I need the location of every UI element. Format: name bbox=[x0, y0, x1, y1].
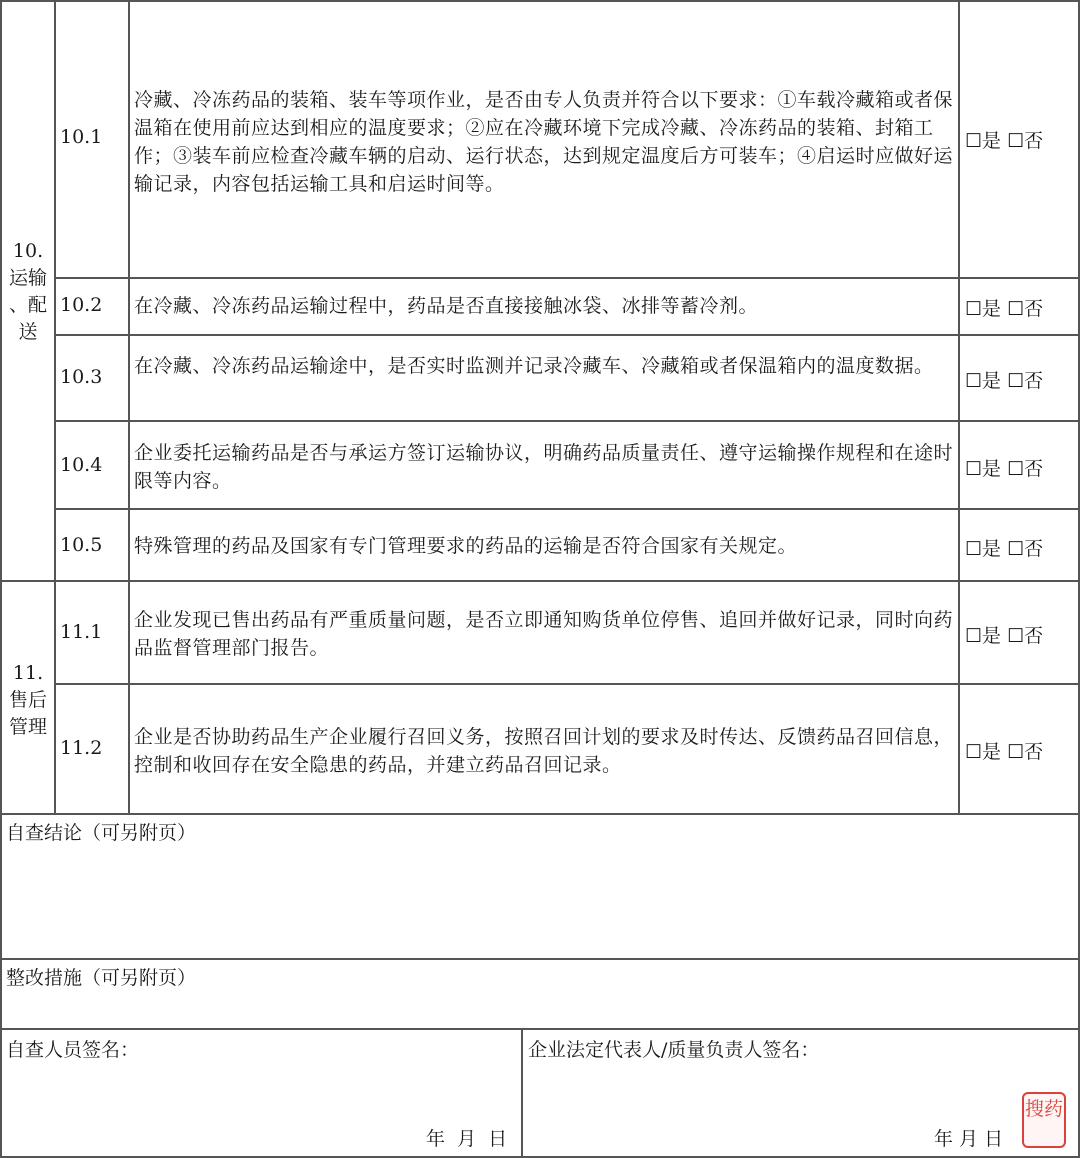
yes-no-checkbox[interactable]: ☐是 ☐否 bbox=[965, 130, 1044, 152]
yes-no-checkbox[interactable]: ☐是 ☐否 bbox=[965, 298, 1044, 320]
grid-line bbox=[55, 420, 1080, 422]
grid-line bbox=[0, 580, 1080, 582]
item-question: 冷藏、冷冻药品的装箱、装车等项作业，是否由专人负责并符合以下要求：①车载冷藏箱或者保温箱在使用前应达到相应的温度要求；②应在冷藏环境下完成冷藏、冷冻药品的装箱、封箱工作；③装车前应检查冷藏车辆的启动、运行状态，达到规定温度后方可装车；④启运时应做好运输记录，内容包括运输工具和启运时间等。 bbox=[134, 89, 954, 195]
grid-line bbox=[54, 0, 56, 815]
yes-no-checkbox[interactable]: ☐是 ☐否 bbox=[965, 741, 1044, 763]
grid-line bbox=[0, 0, 1080, 2]
grid-line bbox=[0, 0, 2, 1158]
seal-stamp: 搜药 bbox=[1022, 1092, 1066, 1148]
date-right: 年 月 日 bbox=[934, 1128, 1004, 1150]
item-number: 11.2 bbox=[60, 737, 103, 759]
grid-line bbox=[0, 1028, 1080, 1030]
grid-line bbox=[0, 813, 1080, 815]
yes-no-checkbox[interactable]: ☐是 ☐否 bbox=[965, 625, 1044, 647]
item-question: 在冷藏、冷冻药品运输途中，是否实时监测并记录冷藏车、冷藏箱或者保温箱内的温度数据。 bbox=[134, 355, 934, 377]
item-question: 特殊管理的药品及国家有专门管理要求的药品的运输是否符合国家有关规定。 bbox=[134, 535, 798, 557]
grid-line bbox=[55, 277, 1080, 279]
item-number: 10.2 bbox=[60, 294, 103, 316]
grid-line bbox=[128, 0, 130, 815]
category-after-sales: 11. 售后 管理 bbox=[8, 662, 47, 738]
measures-label: 整改措施（可另附页） bbox=[6, 967, 197, 989]
item-number: 10.4 bbox=[60, 454, 103, 476]
item-question: 企业委托运输药品是否与承运方签订运输协议，明确药品质量责任、遵守运输操作规程和在途时限等内容。 bbox=[134, 442, 954, 492]
yes-no-checkbox[interactable]: ☐是 ☐否 bbox=[965, 370, 1044, 392]
self-checker-signature-label: 自查人员签名： bbox=[6, 1039, 140, 1061]
item-number: 10.3 bbox=[60, 366, 103, 388]
item-question: 企业是否协助药品生产企业履行召回义务，按照召回计划的要求及时传达、反馈药品召回信息，控制和收回存在安全隐患的药品，并建立药品召回记录。 bbox=[134, 726, 954, 776]
item-question: 企业发现已售出药品有严重质量问题，是否立即通知购货单位停售、追回并做好记录，同时向药品监督管理部门报告。 bbox=[134, 609, 954, 659]
category-transport: 10. 运输 、配 送 bbox=[8, 240, 47, 343]
legal-rep-signature-label: 企业法定代表人/质量负责人签名： bbox=[528, 1039, 820, 1061]
grid-line bbox=[55, 334, 1080, 336]
item-question: 在冷藏、冷冻药品运输过程中，药品是否直接接触冰袋、冰排等蓄冷剂。 bbox=[134, 295, 759, 317]
item-number: 10.1 bbox=[60, 126, 103, 148]
conclusion-label: 自查结论（可另附页） bbox=[6, 822, 197, 844]
yes-no-checkbox[interactable]: ☐是 ☐否 bbox=[965, 458, 1044, 480]
yes-no-checkbox[interactable]: ☐是 ☐否 bbox=[965, 538, 1044, 560]
grid-line bbox=[55, 683, 1080, 685]
grid-line bbox=[55, 508, 1080, 510]
date-left: 年 月 日 bbox=[426, 1128, 508, 1150]
grid-line bbox=[521, 1028, 523, 1158]
grid-line bbox=[0, 958, 1080, 960]
item-number: 11.1 bbox=[60, 621, 103, 643]
item-number: 10.5 bbox=[60, 534, 103, 556]
